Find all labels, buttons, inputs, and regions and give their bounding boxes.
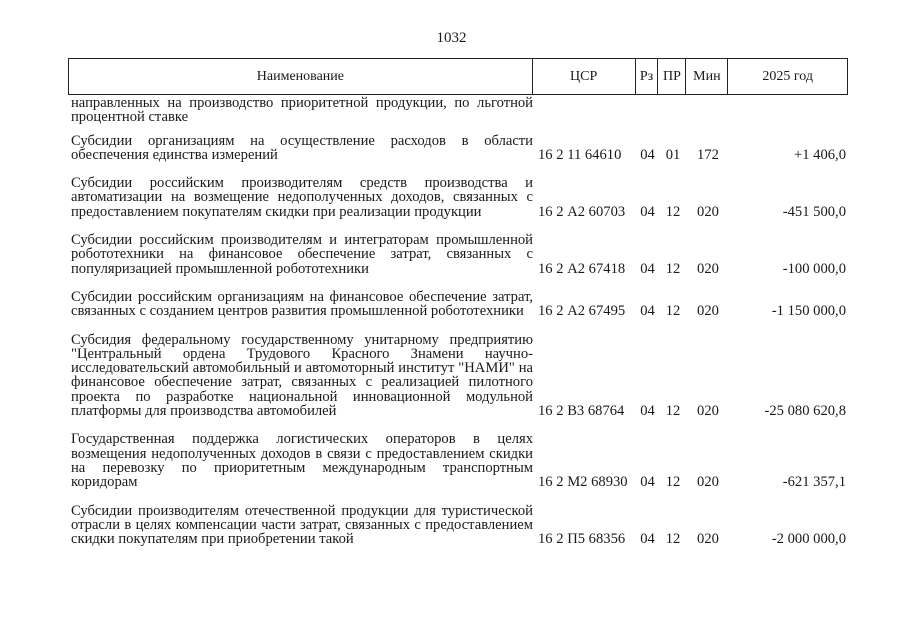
- row-min: 020: [697, 203, 719, 220]
- row-csr: 16 2 А2 60703: [538, 203, 626, 220]
- row-name: Субсидии производителям отечественной продукции для туристической отрасли в целях компенсации части затрат, связанных с предоставлением скидки покупателям при приобретении такой: [71, 502, 533, 548]
- row-pr: 12: [665, 303, 681, 320]
- row-csr: 16 2 А2 67495: [538, 303, 626, 320]
- table-row: [68, 134, 848, 163]
- row-pr: 12: [665, 474, 681, 491]
- table-row: [68, 504, 848, 547]
- row-amount: +1 406,0: [793, 146, 846, 163]
- table-body: [68, 96, 848, 546]
- page-number: 1032: [436, 30, 467, 46]
- header-year: 2025 год: [762, 68, 813, 84]
- row-rz: 04: [640, 403, 655, 420]
- row-name: Субсидии организациям на осуществление расходов в области обеспечения единства измерений: [71, 132, 533, 163]
- row-amount: -1 150 000,0: [771, 303, 846, 320]
- row-rz: 04: [640, 474, 655, 491]
- table-row: [68, 233, 848, 276]
- table-row: [68, 333, 848, 419]
- row-csr: 16 2 11 64610: [538, 146, 622, 163]
- row-rz: 04: [640, 203, 655, 220]
- row-rz: 04: [640, 531, 655, 548]
- row-name: Субсидии российским организациям на финансовое обеспечение затрат, связанных с созданием центров развития промышленной робототехники: [71, 288, 533, 320]
- row-pr: 12: [665, 260, 681, 277]
- row-amount: -621 357,1: [782, 474, 846, 491]
- header-min: Мин: [686, 59, 728, 94]
- row-amount: -100 000,0: [782, 260, 846, 277]
- row-csr: 16 2 А2 67418: [538, 260, 626, 277]
- row-name: Субсидии российским производителям и интеграторам промышленной робототехники на финансовое обеспечение затрат, связанных с популяризацией промышленной робототехники: [71, 232, 533, 277]
- row-name: Субсидии российским производителям средств производства и автоматизации на возмещение недополученных доходов, связанных с предоставлением покупателям скидки при реализации продукции: [71, 175, 533, 220]
- header-pr: ПР: [658, 59, 686, 94]
- row-pr: 01: [665, 146, 681, 163]
- header-rz: Рз: [636, 59, 659, 94]
- row-amount: -2 000 000,0: [771, 531, 846, 548]
- row-pr: 12: [665, 403, 681, 420]
- row-name: Государственная поддержка логистических операторов в целях возмещения недополученных доходов в связи с предоставлением скидки на перевозку по приоритетным международным транспортным коридорам: [71, 431, 533, 491]
- row-amount: -451 500,0: [782, 203, 846, 220]
- row-csr: 16 2 П5 68356: [538, 531, 626, 548]
- header-name: Наименование: [69, 59, 533, 94]
- row-min: 020: [697, 260, 719, 277]
- row-rz: 04: [640, 303, 655, 320]
- row-pr: 12: [665, 531, 681, 548]
- row-min: 020: [697, 531, 719, 548]
- row-name: направленных на производство приоритетной продукции, по льготной процентной ставке: [71, 95, 533, 126]
- row-min: 020: [697, 474, 719, 491]
- row-amount: -25 080 620,8: [764, 403, 846, 420]
- row-min: 020: [697, 403, 719, 420]
- table-row: [68, 432, 848, 489]
- table-row: [68, 290, 848, 319]
- row-pr: 12: [665, 203, 681, 220]
- header-csr: ЦСР: [533, 59, 636, 94]
- row-rz: 04: [640, 260, 655, 277]
- row-name: Субсидия федеральному государственному унитарному предприятию "Центральный ордена Трудового Красного Знамени научно-исследовательский автомобильный и автомоторный институт "НАМИ" на финансовое обеспечение затрат, связанных с реализацией пилотного проекта по разработке национальной инновационной модульной платформы для производства автомобилей: [71, 331, 533, 420]
- table-header: [68, 58, 848, 95]
- row-csr: 16 2 В3 68764: [538, 403, 625, 420]
- row-min: 172: [697, 146, 719, 163]
- table-row: [68, 176, 848, 219]
- row-rz: 04: [640, 146, 655, 163]
- row-csr: 16 2 М2 68930: [538, 474, 628, 491]
- row-min: 020: [697, 303, 719, 320]
- table-row: [68, 96, 848, 125]
